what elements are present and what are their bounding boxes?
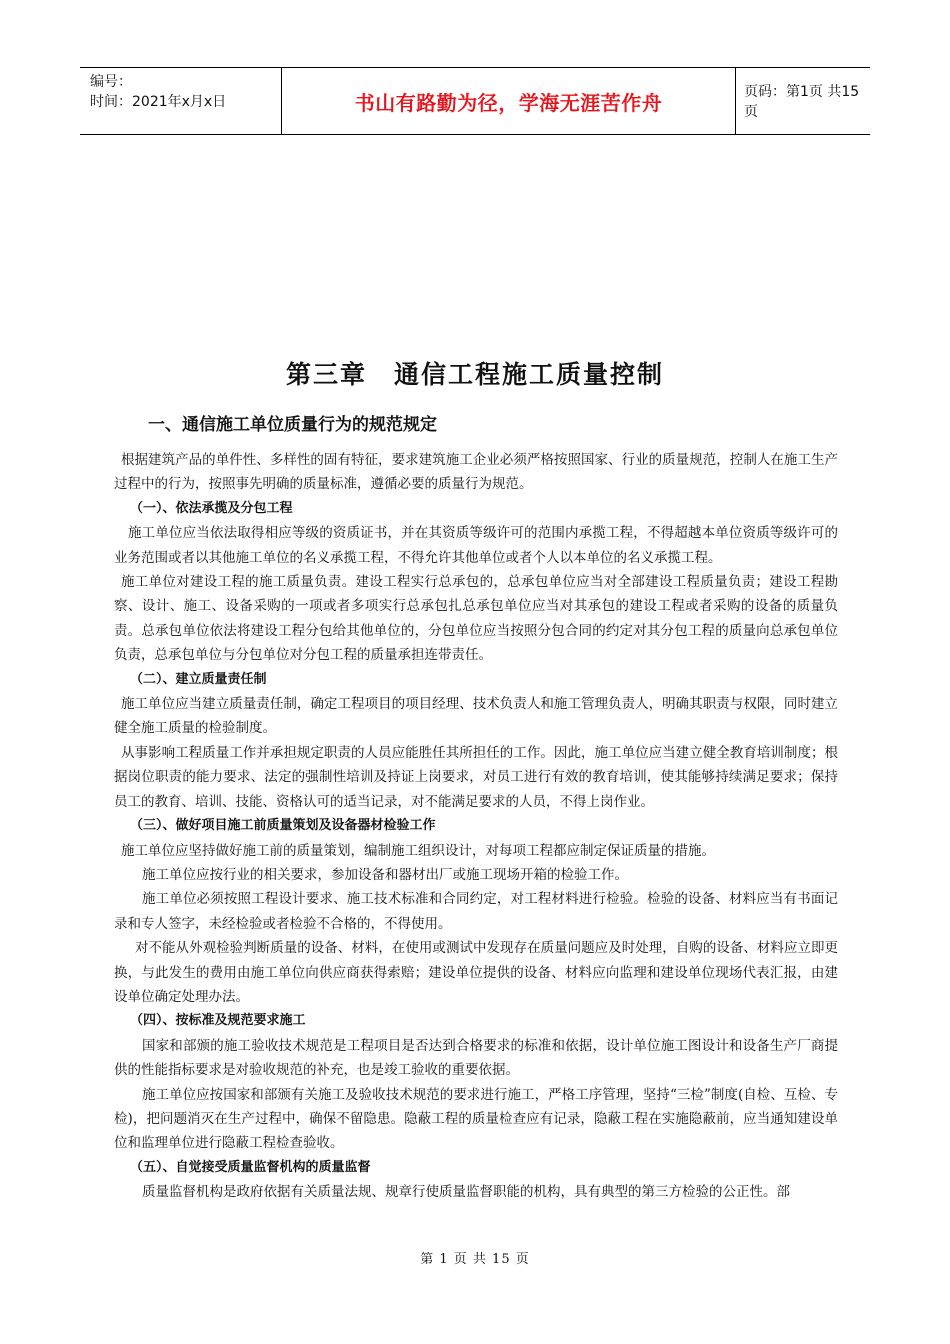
paragraph: 施工单位应按行业的相关要求，参加设备和器材出厂或施工现场开箱的检验工作。 xyxy=(142,866,628,883)
paragraph: 质量监督机构是政府依据有关质量法规、规章行使质量监督职能的机构，具有典型的第三方检验的公正性。部 xyxy=(142,1184,790,1201)
subsection-heading: （四）、按标准及规范要求施工 xyxy=(130,1013,306,1029)
subsection-heading: （二）、建立质量责任制 xyxy=(130,671,267,687)
document-header xyxy=(80,67,870,135)
subsection-heading: （三）、做好项目施工前质量策划及设备器材检验工作 xyxy=(130,818,436,834)
header-slogan-cell xyxy=(282,68,736,134)
paragraph: 对不能从外观检验判断质量的设备、材料，在使用或测试中发现存在质量问题应及时处理，自购的设备、材料应立即更换，与此发生的费用由施工单位向供应商获得索赔；建设单位提供的设备、材料应向监理和建设单位现场代表汇报，由建设单位确定处理办法。 xyxy=(114,940,838,1005)
header-page-info: 页码：第1页 共15页 xyxy=(744,84,860,120)
paragraph: 根据建筑产品的单件性、多样性的固有特征，要求建筑施工企业必须严格按照国家、行业的质量规范，控制人在施工生产过程中的行为，按照事先明确的质量标准，遵循必要的质量行为规范。 xyxy=(114,452,838,493)
subsection-heading: （五）、自觉接受质量监督机构的质量监督 xyxy=(130,1159,371,1175)
paragraph: 施工单位应按国家和部颁有关施工及验收技术规范的要求进行施工，严格工序管理，坚持“三检”制度(自检、互检、专检)，把问题消灭在生产过程中，确保不留隐患。隐蔽工程的质量检查应有记录，隐蔽工程在实施隐蔽前，应当通知建设单位和监理单位进行隐蔽工程检查验收。 xyxy=(114,1086,838,1152)
paragraph: 施工单位对建设工程的施工质量负责。建设工程实行总承包的，总承包单位应当对全部建设工程质量负责；建设工程勘察、设计、施工、设备采购的一项或者多项实行总承包扎总承包单位应当对其承包的建设工程或者采购的设备的质量负责。总承包单位依法将建设工程分包给其他单位的，分包单位应当按照分包合同的约定对其分包工程的质量向总承包单位负责，总承包单位与分包单位对分包工程的质量承担连带责任。 xyxy=(114,574,838,664)
header-meta-cell xyxy=(80,68,282,134)
chapter-title: 第三章 通信工程施工质量控制 xyxy=(285,360,664,389)
document-number-label: 编号： xyxy=(90,74,132,90)
section-title: 一、通信施工单位质量行为的规范规定 xyxy=(148,415,437,435)
subsection-heading: （一）、依法承揽及分包工程 xyxy=(130,500,293,516)
paragraph: 施工单位必须按照工程设计要求、施工技术标准和合同约定，对工程材料进行检验。检验的设备、材料应当有书面记录和专人签字，未经检验或者检验不合格的，不得使用。 xyxy=(114,891,838,932)
paragraph: 施工单位应坚持做好施工前的质量策划，编制施工组织设计，对每项工程都应制定保证质量的措施。 xyxy=(121,842,715,859)
page-footer: 第 1 页 共 15 页 xyxy=(420,1252,530,1267)
document-date-label: 时间：2021年x月x日 xyxy=(90,94,227,110)
paragraph: 施工单位应当建立质量责任制，确定工程项目的项目经理、技术负责人和施工管理负责人，明确其职责与权限，同时建立健全施工质量的检验制度。 xyxy=(114,696,838,737)
paragraph: 从事影响工程质量工作并承担规定职责的人员应能胜任其所担任的工作。因此，施工单位应当建立健全教育培训制度；根据岗位职责的能力要求、法定的强制性培训及持证上岗要求，对员工进行有效的教育培训，使其能够持续满足要求；保持员工的教育、培训、技能、资格认可的适当记录，对不能满足要求的人员，不得上岗作业。 xyxy=(114,744,838,810)
paragraph: 国家和部颁的施工验收技术规范是工程项目是否达到合格要求的标准和依据，设计单位施工图设计和设备生产厂商提供的性能指标要求是对验收规范的补充，也是竣工验收的重要依据。 xyxy=(114,1037,838,1079)
document-body xyxy=(114,448,838,1205)
header-page-cell xyxy=(736,68,870,134)
header-slogan: 书山有路勤为径，学海无涯苦作舟 xyxy=(354,90,663,115)
paragraph: 施工单位应当依法取得相应等级的资质证书，并在其资质等级许可的范围内承揽工程，不得超越本单位资质等级许可的业务范围或者以其他施工单位的名义承揽工程，不得允许其他单位或者个人以本单位的名义承揽工程。 xyxy=(114,525,838,566)
